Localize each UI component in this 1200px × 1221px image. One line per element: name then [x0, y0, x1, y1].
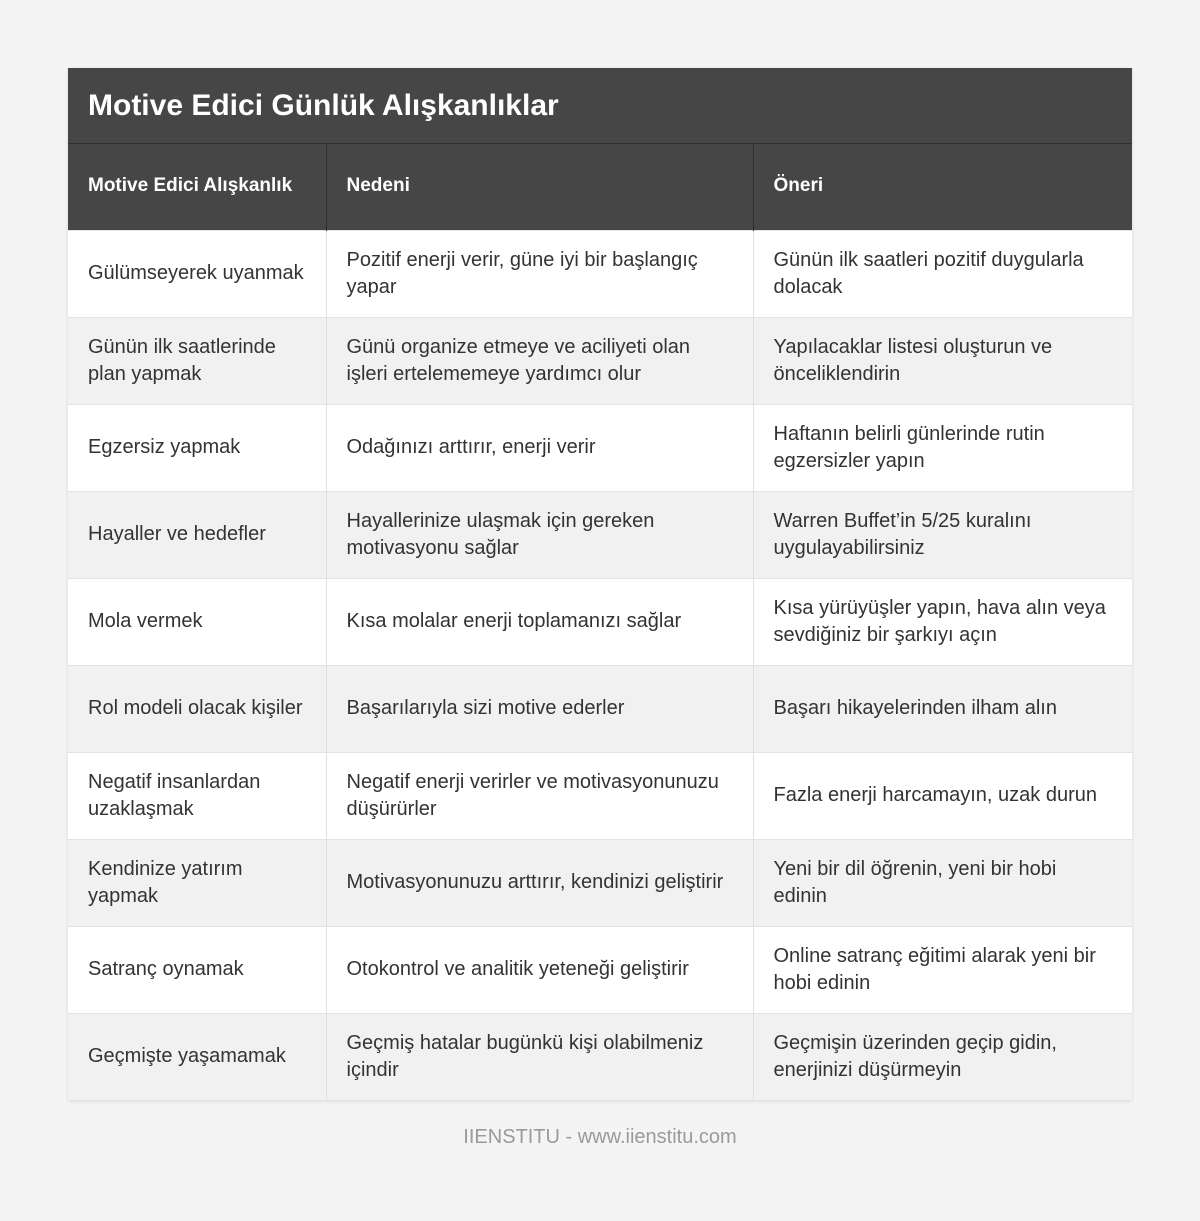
cell-suggestion: Yapılacaklar listesi oluşturun ve önceliklendirin [753, 317, 1132, 404]
column-header-habit: Motive Edici Alışkanlık [68, 144, 326, 230]
cell-reason: Pozitif enerji verir, güne iyi bir başlangıç yapar [326, 230, 753, 317]
cell-suggestion: Yeni bir dil öğrenin, yeni bir hobi edinin [753, 839, 1132, 926]
table-row [68, 230, 1132, 317]
table-title: Motive Edici Günlük Alışkanlıklar [68, 68, 1132, 144]
cell-suggestion: Fazla enerji harcamayın, uzak durun [753, 752, 1132, 839]
cell-habit: Mola vermek [68, 578, 326, 665]
cell-reason: Kısa molalar enerji toplamanızı sağlar [326, 578, 753, 665]
cell-habit: Egzersiz yapmak [68, 404, 326, 491]
cell-habit: Günün ilk saatlerinde plan yapmak [68, 317, 326, 404]
cell-reason: Negatif enerji verirler ve motivasyonunuzu düşürürler [326, 752, 753, 839]
cell-habit: Negatif insanlardan uzaklaşmak [68, 752, 326, 839]
cell-suggestion: Haftanın belirli günlerinde rutin egzersizler yapın [753, 404, 1132, 491]
habits-table [68, 144, 1132, 1100]
cell-suggestion: Kısa yürüyüşler yapın, hava alın veya sevdiğiniz bir şarkıyı açın [753, 578, 1132, 665]
table-row [68, 839, 1132, 926]
table-row [68, 752, 1132, 839]
cell-reason: Günü organize etmeye ve aciliyeti olan işleri ertelememeye yardımcı olur [326, 317, 753, 404]
cell-suggestion: Online satranç eğitimi alarak yeni bir hobi edinin [753, 926, 1132, 1013]
table-row [68, 926, 1132, 1013]
cell-reason: Başarılarıyla sizi motive ederler [326, 665, 753, 752]
table-row [68, 665, 1132, 752]
cell-suggestion: Başarı hikayelerinden ilham alın [753, 665, 1132, 752]
cell-habit: Gülümseyerek uyanmak [68, 230, 326, 317]
cell-reason: Hayallerinize ulaşmak için gereken motivasyonu sağlar [326, 491, 753, 578]
cell-reason: Otokontrol ve analitik yeteneği geliştirir [326, 926, 753, 1013]
cell-habit: Kendinize yatırım yapmak [68, 839, 326, 926]
cell-reason: Motivasyonunuzu arttırır, kendinizi geliştirir [326, 839, 753, 926]
cell-habit: Rol modeli olacak kişiler [68, 665, 326, 752]
table-row [68, 1013, 1132, 1100]
cell-habit: Satranç oynamak [68, 926, 326, 1013]
column-header-suggestion: Öneri [753, 144, 1132, 230]
cell-reason: Geçmiş hatalar bugünkü kişi olabilmeniz içindir [326, 1013, 753, 1100]
cell-reason: Odağınızı arttırır, enerji verir [326, 404, 753, 491]
footer-credit: IIENSTITU - www.iienstitu.com [463, 1126, 737, 1148]
cell-habit: Geçmişte yaşamamak [68, 1013, 326, 1100]
table-row [68, 404, 1132, 491]
table-row [68, 317, 1132, 404]
header-row [68, 144, 1132, 230]
cell-suggestion: Warren Buffet’in 5/25 kuralını uygulayabilirsiniz [753, 491, 1132, 578]
table-row [68, 578, 1132, 665]
cell-habit: Hayaller ve hedefler [68, 491, 326, 578]
column-header-reason: Nedeni [326, 144, 753, 230]
cell-suggestion: Geçmişin üzerinden geçip gidin, enerjinizi düşürmeyin [753, 1013, 1132, 1100]
table-row [68, 491, 1132, 578]
habits-card [68, 68, 1132, 1100]
cell-suggestion: Günün ilk saatleri pozitif duygularla dolacak [753, 230, 1132, 317]
